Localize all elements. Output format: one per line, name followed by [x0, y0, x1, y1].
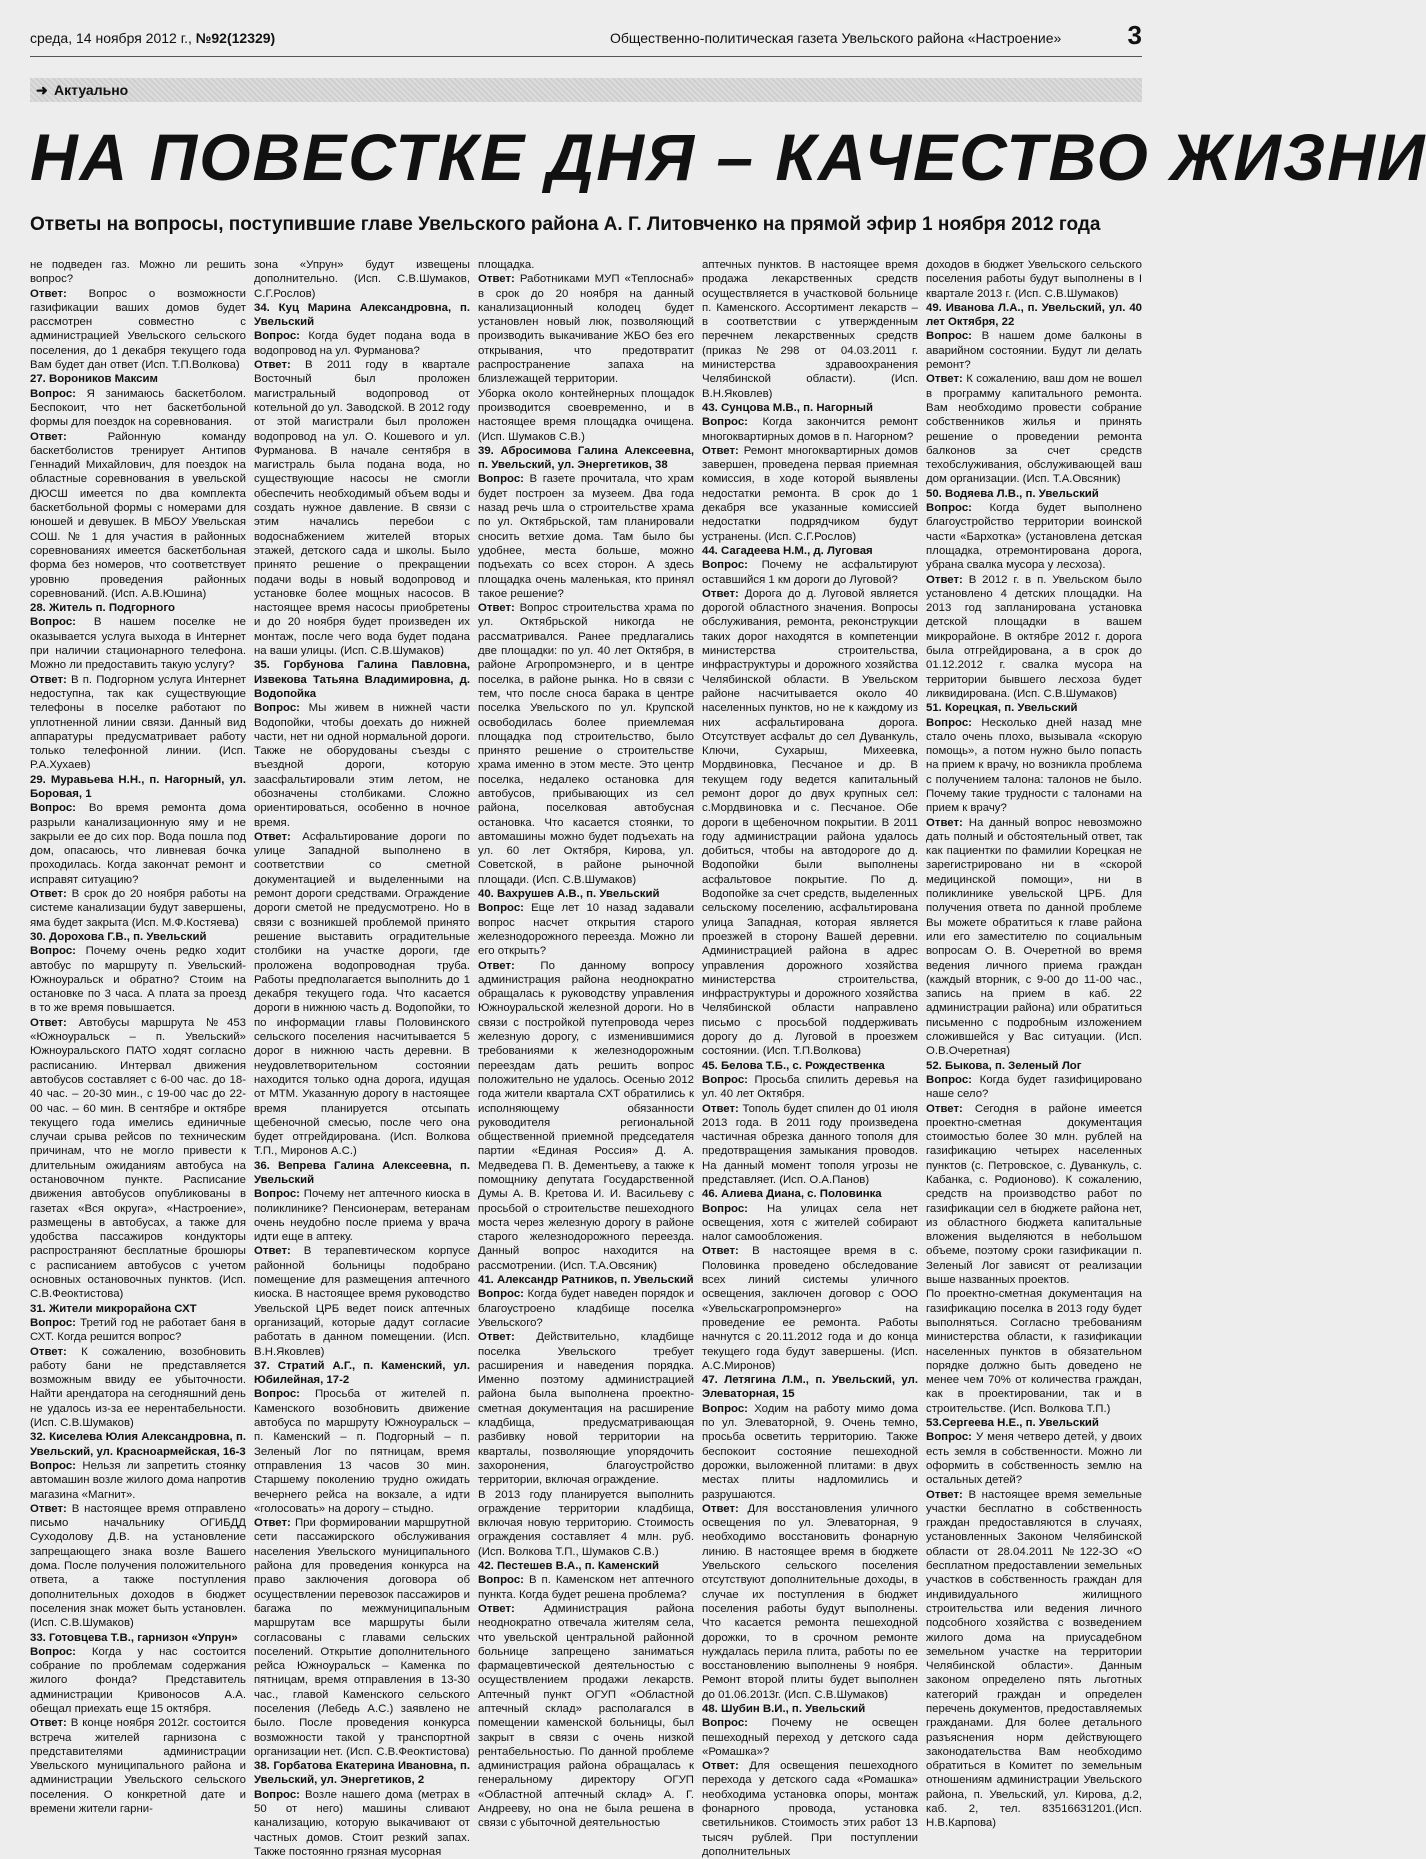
article-column — [478, 258, 694, 1830]
question-author-heading: 36. Вепрева Галина Алексеевна, п. Увельский — [254, 1159, 470, 1186]
rubric-label: Актуально — [54, 82, 129, 98]
answer-paragraph — [478, 1330, 694, 1487]
paragraph-text: Когда будет подана вода в водопровод на ул. Фурманова? — [254, 330, 470, 357]
answer-paragraph — [30, 887, 246, 930]
answer-paragraph — [702, 1502, 918, 1702]
paragraph-label: Ответ: — [254, 1517, 291, 1530]
question-paragraph — [254, 1187, 470, 1244]
paragraph-text: Я занимаюсь баскетболом. Беспокоит, что нет баскетбольной формы для поездок на соревнования. — [30, 387, 246, 429]
question-paragraph — [702, 1402, 918, 1502]
question-author-heading: 41. Александр Ратников, п. Увельский — [478, 1274, 694, 1287]
paragraph-label: Вопрос: — [926, 502, 972, 515]
question-paragraph — [254, 329, 470, 358]
paragraph-text: К сожалению, ваш дом не вошел в программу капитального ремонта. Вам необходимо провести собрание собственников жилья и принять решение о проведении ремонта балконов за счет средств техобслуживания, обслуживающей ваш дом организации. (Исп. Т.А.Овсяник) — [926, 373, 1142, 486]
paragraph-text: При формировании маршрутной сети пассажирского обслуживания населения Увельского муниципального района для проведения конкурса на право заключения договора об осуществлении перевозок пассажиров и багажа по межмуниципальным маршрутам все маршруты были согласованы с главами сельских поселений. Открытие дополнительного рейса Южноуральск – Каменка по пятницам, время отправления в 13-30 час., главой Каменского сельского поселения (Лебедь А.С.) заявлено не было. После проведения конкурса возможности такой у транспортной организации нет. (Исп. С.В.Феоктистова) — [254, 1517, 470, 1758]
paragraph-text: Для восстановления уличного освещения по ул. Элеваторная, 9 необходимо восстановить фонарную линию. В настоящее время в бюджете Увельского сельского поселения отсутствуют дополнительные доходы, в случае их поступления в бюджет поселения работы будут выполнены. Что касается ремонта пешеходной дорожки, то в срочном ремонте нуждалась перила плита, работы по ее восстановлению выполнены 9 ноября. Ремонт второй плиты будет выполнен до 01.06.2013г. (Исп. С.В.Шумаков) — [702, 1502, 918, 1701]
paragraph-label: Ответ: — [702, 444, 739, 457]
question-paragraph — [478, 1573, 694, 1602]
paragraph-text: Тополь будет спилен до 01 июля 2013 года. В 2011 году произведена частичная обрезка данного тополя для предотвращения замыкания проводов. На данный момент тополя угрозы не представляет. (Исп. О.А.Панов) — [702, 1102, 918, 1186]
paragraph-label: Вопрос: — [702, 1402, 748, 1415]
answer-paragraph — [478, 1602, 694, 1831]
answer-paragraph — [702, 1759, 918, 1859]
paragraph-text: Еще лет 10 назад задавали вопрос насчет открытия старого железнодорожного переезда. Можно ли его открыть? — [478, 902, 694, 958]
paragraph-text: Вопрос строительства храма по ул. Октябрьской никогда не рассматривался. Ранее предлагались две площадки: по ул. 40 лет Октября, в районе Агропромэнерго, и в центре поселка, в районе рынка. Но в связи с тем, что после сноса барака в центре поселка Увельского по ул. Крупской освободилась более приемлемая площадка под строительство, было принято решение о строительстве храма именно в этом месте. Это центр поселка, недалеко остановка для автобусов, прибывающих из сел района, поселковая автобусная остановка. Что касается стоянки, то автомашины можно будет подъехать на ул. 60 лет Октября, Кирова, ул. Советской, в районе рыночной площади. (Исп. С.В.Шумаков) — [478, 602, 694, 886]
paragraph-label: Вопрос: — [478, 1288, 524, 1301]
question-paragraph — [30, 944, 246, 1015]
paragraph-text: Почему нет аптечного киоска в поликлинике? Пенсионерам, ветеранам очень неудобно после приема у врача идти еще в аптеку. — [254, 1188, 470, 1244]
paragraph-text: Районную команду баскетболистов тренирует Антипов Геннадий Михайлович, для поездок на областные соревнования в увельской ДЮСШ имеется по два комплекта баскетбольной формы с номерами для юношей и девушек. В МБОУ Увельская СОШ. № 1 для участия в районных соревнованиях имеется баскетбольная форма без номеров, что соответствует уровню проведения районных соревнований. (Исп. А.В.Юшина) — [30, 430, 246, 600]
question-author-heading: 53.Сергеева Н.Е., п. Увельский — [926, 1417, 1099, 1430]
paragraph-text: В п. Каменском нет аптечного пункта. Когда будет решена проблема? — [478, 1574, 694, 1601]
paragraph-text: Автобусы маршрута №453 «Южноуральск – п. Увельский» Южноуральского ПАТО ходят согласно расписанию. Интервал движения автобусов составляет с 6-00 час. до 18-40 час. – 20-30 мин., с 19-00 час до 22-00 час. – 60 мин. В сентябре и октябре текущего года имелись единичные случаи срыва рейсов по техническим причинам, что не могло привести к длительным ожиданиям автобуса на остановочном пункте. Расписание движения автобусов опубликованы в газетах «Вся округа», «Настроение», размещены в автобусах, а также для удобства пассажиров кондукторы распространяют бесплатные брошюры с расписанием автобусов с учетом основных остановочных пунктов. (Исп. С.В.Феоктистова) — [30, 1016, 246, 1301]
paragraph-label: Ответ: — [30, 1717, 67, 1730]
question-paragraph — [702, 1073, 918, 1102]
paragraph-label: Ответ: — [702, 1102, 739, 1115]
paragraph-text: Когда будет газифицировано наше село? — [926, 1073, 1142, 1101]
paragraph-label: Ответ: — [478, 602, 515, 615]
text-paragraph: площадка. — [478, 259, 535, 271]
question-paragraph — [30, 801, 246, 887]
issue-date-line — [30, 30, 275, 46]
answer-paragraph — [702, 587, 918, 1059]
issue-date: среда, 14 ноября 2012 г., — [30, 30, 196, 46]
paragraph-text: В конце ноября 2012г. состоится встреча жителей гарнизона с представителями администрации Увельского муниципального района и администрации Увельского сельского поселения. О конкретной дате и времени жители гарни- — [30, 1717, 246, 1816]
question-paragraph — [926, 1430, 1142, 1487]
paragraph-text: В нашем доме балконы в аварийном состоянии. Будут ли делать ремонт? — [926, 330, 1142, 372]
answer-paragraph — [478, 959, 694, 1274]
paragraph-label: Ответ: — [478, 959, 515, 972]
paragraph-label: Ответ: — [926, 573, 963, 586]
paragraph-label: Вопрос: — [478, 902, 524, 915]
question-paragraph — [30, 387, 246, 430]
question-paragraph — [30, 1459, 246, 1502]
question-paragraph — [30, 615, 246, 672]
answer-paragraph — [702, 1102, 918, 1188]
paragraph-text: Просьба от жителей п. Каменского возобновить движение автобуса по маршруту Южноуральск – п. Каменский – п. Подгорный – п. Зеленый Лог по пятницам, время отправления 13 часов 30 мин. Старшему поколению трудно ожидать вечернего рейса на вокзале, а идти «голосовать» на дорогу – стыдно. — [254, 1388, 470, 1515]
answer-paragraph — [254, 830, 470, 1159]
paragraph-text: Работниками МУП «Теплоснаб» в срок до 20 ноября на данный канализационный колодец будет установлен новый люк, позволяющий производить выкачивание ЖБО без его открывания, что предотвратит распространение запаха на близлежащей территории. — [478, 273, 694, 386]
paragraph-text: В нашем поселке не оказывается услуга выхода в Интернет при наличии стационарного телефона. Можно ли предоставить такую услугу? — [30, 616, 246, 672]
text-paragraph: не подведен газ. Можно ли решить вопрос? — [30, 259, 246, 286]
paragraph-text: Вопрос о возможности газификации ваших домов будет рассмотрен совместно с администрацией Увельского сельского поселения, до 1 декабря текущего года Вам будет дан ответ (Исп. Т.П.Волкова) — [30, 287, 246, 372]
paragraph-text: В настоящее время земельные участки бесплатно в собственность граждан предоставляются в случаях, установленных Законом Челябинской области от 28.04.2011 №122-ЗО «О бесплатном предоставлении земельных участков в собственность граждан для индивидуального жилищного строительства или ведения личного подсобного хозяйства с возведением жилого дома на приусадебном земельном участке на территории Челябинской области». Данным законом определено пять льготных категорий граждан и определен перечень документов, предоставляемых гражданами. Для более детального разъяснения норм действующего законодательства Вам необходимо обратиться в Комитет по земельным отношениям администрации Увельского района, п. Увельский, ул. Кирова, д.2, каб. 2, тел. 83516631201.(Исп. Н.В.Карпова) — [926, 1488, 1142, 1830]
paragraph-text: Когда будет наведен порядок и благоустроено кладбище поселка Увельского? — [478, 1288, 694, 1329]
paragraph-text: Когда у нас состоится собрание по проблемам содержания жилого фонда? Представитель администрации Кривоносов А.А. обещал приехать еще 15 октября. — [30, 1645, 246, 1715]
headline: НА ПОВЕСТКЕ ДНЯ – КАЧЕСТВО ЖИЗНИ — [30, 120, 1426, 194]
paragraph-label: Ответ: — [254, 359, 291, 372]
paragraph-label: Вопрос: — [926, 330, 972, 343]
paragraph-label: Ответ: — [30, 1502, 67, 1515]
question-paragraph — [702, 1202, 918, 1245]
paragraph-label: Вопрос: — [702, 559, 748, 572]
paragraph-label: Ответ: — [926, 816, 963, 829]
paragraph-text: К сожалению, возобновить работу бани не представляется возможным ввиду ее убыточности. Найти арендатора на сегодняшний день не удалось из-за ее нерентабельности. (Исп. С.В.Шумаков) — [30, 1345, 246, 1430]
answer-paragraph — [30, 430, 246, 602]
question-author-heading: 49. Иванова Л.А., п. Увельский, ул. 40 лет Октября, 22 — [926, 301, 1142, 329]
question-paragraph — [926, 1073, 1142, 1102]
paragraph-text: В 2012 г. в п. Увельском было установлено 4 детских площадки. На 2013 год запланирована установка детской площадки в вашем микрорайоне. В октябре 2012 г. дорога была отгрейдирована, а в срок до 01.12.2012 г. свалка мусора на территории бывшего лесхоза будет ликвидирована. (Исп. С.В.Шумаков) — [926, 573, 1142, 700]
text-paragraph: зона «Упрун» будут извещены дополнительно. (Исп. С.В.Шумаков, С.Г.Рослов) — [254, 259, 470, 300]
answer-paragraph — [478, 601, 694, 887]
paragraph-text: У меня четверо детей, у двоих есть земля в собственности. Можно ли оформить в собственность землю на остальных детей? — [926, 1431, 1142, 1487]
text-paragraph: Уборка около контейнерных площадок производится своевременно, и в настоящее время площадка очищена. (Исп. Шумаков С.В.) — [478, 387, 694, 443]
paragraph-label: Ответ: — [926, 373, 963, 386]
paragraph-text: Третий год не работает баня в СХТ. Когда решится вопрос? — [30, 1316, 246, 1344]
paragraph-label: Вопрос: — [30, 1645, 76, 1658]
paragraph-label: Вопрос: — [30, 945, 76, 958]
question-author-heading: 31. Жители микрорайона СХТ — [30, 1302, 197, 1315]
question-author-heading: 48. Шубин В.И., п. Увельский — [702, 1702, 866, 1715]
text-paragraph: В 2013 году планируется выполнить ограждение территории кладбища, включая новую территорию. Стоимость ограждения составляет 4 млн. руб. (Исп. Волкова Т.П., Шумаков С.В.) — [478, 1488, 694, 1558]
question-paragraph — [702, 1716, 918, 1759]
paragraph-label: Вопрос: — [254, 330, 300, 343]
header-divider — [30, 56, 1142, 57]
answer-paragraph — [702, 1244, 918, 1373]
question-author-heading: 32. Киселева Юлия Александровна, п. Увельский, ул. Красноармейская, 16-3 — [30, 1431, 246, 1458]
answer-paragraph — [30, 673, 246, 773]
question-author-heading: 30. Дорохова Г.В., п. Увельский — [30, 930, 207, 943]
paragraph-label: Вопрос: — [30, 1316, 76, 1329]
question-paragraph — [478, 472, 694, 601]
question-paragraph — [702, 558, 918, 587]
answer-paragraph — [926, 372, 1142, 486]
answer-paragraph — [30, 1716, 246, 1816]
paragraph-label: Вопрос: — [30, 616, 76, 629]
paragraph-label: Ответ: — [478, 1331, 515, 1344]
paragraph-text: Для освещения пешеходного перехода у детского сада «Ромашка» необходима установка опоры, монтаж фонарного провода, установка светильников. Стоимость этих работ 13 тысяч рублей. При поступлении дополнительных — [702, 1760, 918, 1858]
question-paragraph — [478, 901, 694, 958]
paragraph-label: Ответ: — [702, 1245, 739, 1258]
paragraph-label: Вопрос: — [254, 1388, 300, 1401]
paragraph-text: Почему очень редко ходит автобус по маршруту п. Увельский-Южноуральск и обратно? Стоим на остановке по 3 часа. А плата за проезд в то же время повышается. — [30, 945, 246, 1015]
paragraph-label: Ответ: — [30, 888, 67, 901]
text-paragraph: По проектно-сметная документация на газификацию поселка в 2013 году будет выполняться. Согласно требованиям министерства области, к газификации населенных пунктов в обязательном порядке должно быть доведено не менее чем 70% от количества граждан, как в проектировании, так и в строительстве. (Исп. Волкова Т.П.) — [926, 1288, 1142, 1415]
page-number: 3 — [1127, 20, 1142, 50]
paragraph-label: Вопрос: — [478, 1574, 524, 1587]
article-columns — [30, 258, 1142, 1858]
answer-paragraph — [926, 1488, 1142, 1831]
newspaper-title: Общественно-политическая газета Увельского района «Настроение» — [610, 30, 1062, 46]
paragraph-label: Вопрос: — [926, 1431, 972, 1444]
paragraph-text: Почему не освещен пешеходный переход у детского сада «Ромашка»? — [702, 1717, 918, 1758]
paragraph-text: Ходим на работу мимо дома по ул. Элеваторной, 9. Очень темно, просьба осветить территорию. Также беспокоит состояние пешеходной дорожки, выложенной плитами: в двух местах плиты надломились и разрушаются. — [702, 1402, 918, 1501]
paragraph-text: Дорога до д. Луговой является дорогой областного значения. Вопросы обслуживания, ремонта, реконструкции таких дорог находятся в компетенции министерства строительства, инфраструктуры и дорожного хозяйства Челябинской области. В Увельском районе насчитывается около 40 населенных пунктов, но не к каждому из них асфальтирована дорога. Отсутствует асфальт до сел Дуванкуль, Ключи, Сухарыш, Михеевка, Мордвиновка, Песчаное и др. В текущем году ведется капитальный ремонт дорог до двух крупных сел: с.Мордвиновка и с. Песчаное. Обе дороги в щебеночном покрытии. В 2011 году администрации района удалось добиться, чтобы на автодороге до д. Водопойки были выполнены асфальтовое покрытие. По д. Водопойке за счет средств, выделенных сельскому поселению, асфальтирована улица Западная, которая является проезжей в сторону Вашей деревни. Администрацией района в адрес управления дорожного хозяйства министерства строительства, инфраструктуры и дорожного хозяйства Челябинской области направлено письмо с просьбой поддерживать дорогу до д. Луговой в проезжем состоянии. (Исп. Т.П.Волкова) — [702, 587, 918, 1058]
question-author-heading: 42. Пестешев В.А., п. Каменский — [478, 1560, 660, 1573]
question-author-heading: 51. Корецкая, п. Увельский — [926, 702, 1078, 715]
paragraph-label: Вопрос: — [254, 702, 300, 715]
paragraph-label: Вопрос: — [702, 416, 748, 429]
text-paragraph: аптечных пунктов. В настоящее время продажа лекарственных средств осуществляется в участковой больнице п. Каменского. Ассортимент лекарств – в соответствии с утвержденным перечнем лекарственных средств (приказ №298 от 04.03.2011 г. министерства здравоохранения Челябинской области). (Исп. В.Н.Яковлев) — [702, 259, 918, 400]
paragraph-text: Несколько дней назад мне стало очень плохо, вызывала «скорую помощь», а потом нужно было попасть на прием к врачу, но возникла проблема с получением талона: талонов не было. Почему такие трудности с талонами на прием к врачу? — [926, 716, 1142, 815]
paragraph-text: В терапевтическом корпусе районной больницы подобрано помещение для размещения аптечного киоска. В настоящее время руководство Увельской ЦРБ ведет поиск аптечных организаций, которые дадут согласие работать в данном помещении. (Исп. В.Н.Яковлев) — [254, 1245, 470, 1358]
question-author-heading: 40. Вахрушев А.В., п. Увельский — [478, 888, 660, 901]
paragraph-text: Администрация района неоднократно отвечала жителям села, что увельской центральной районной больнице запрещено заниматься фармацевтической деятельностью с осуществлением продажи лекарств. Аптечный пункт ОГУП «Областной аптечный склад» располагался в помещении каменской больницы, был закрыт в связи с очень низкой рентабельностью. По данной проблеме администрация района обращалась к генеральному директору ОГУП «Областной аптечный склад» А. Г. Андрееву, но она не была решена в связи с убыточной деятельностью — [478, 1602, 694, 1830]
paragraph-label: Ответ: — [926, 1102, 963, 1115]
question-author-heading: 39. Абросимова Галина Алексеевна, п. Увельский, ул. Энергетиков, 38 — [478, 444, 694, 472]
question-author-heading: 34. Куц Марина Александровна, п. Увельский — [254, 301, 470, 329]
answer-paragraph — [30, 1502, 246, 1631]
answer-paragraph — [926, 816, 1142, 1059]
article-column — [702, 258, 918, 1858]
paragraph-label: Ответ: — [254, 1245, 291, 1258]
question-author-heading: 29. Муравьева Н.Н., п. Нагорный, ул. Боровая, 1 — [30, 773, 246, 800]
question-paragraph — [926, 716, 1142, 816]
question-author-heading: 44. Сагадеева Н.М., д. Луговая — [702, 544, 873, 557]
paragraph-text: В газете прочитала, что храм будет построен за музеем. Два года назад речь шла о строительстве храма по ул. Октябрьской, там планировали сносить ветхие дома. Там было бы удобнее, места больше, можно подъехать со всех сторон. А здесь площадка очень маленькая, кто принял такое решение? — [478, 473, 694, 600]
paragraph-label: Ответ: — [702, 1502, 739, 1515]
question-paragraph — [30, 1316, 246, 1345]
paragraph-label: Ответ: — [478, 1602, 515, 1615]
paragraph-text: Возле нашего дома (метрах в 50 от него) машины сливают канализацию, которую выкачивают от частных домов. Стоит резкий запах. Также постоянно грязная мусорная — [254, 1788, 470, 1858]
paragraph-text: В п. Подгорном услуга Интернет недоступна, так как существующие телефоны в поселке работают по уплотненной линии связи. Данный вид аппаратуры предусматривает работу только телефонной линии. (Исп. Р.А.Хухаев) — [30, 673, 246, 772]
question-author-heading: 47. Летягина Л.М., п. Увельский, ул. Элеваторная, 15 — [702, 1374, 918, 1401]
paragraph-text: Асфальтирование дороги по улице Западной выполнено в соответствии со сметной документацией и выделенными на ремонт дороги средствами. Ограждение дороги сметой не предусмотрено. Но в связи с возникшей проблемой принято решение выставить оградительные столбики на участке дороги, где проложена водопроводная труба. Работы предполагается выполнить до 1 декабря текущего года. Что касается дороги в нижнюю часть д. Водопойки, то по информации главы Половинского сельского поселения насчитывается 5 дорог в нижнюю часть деревни. В неудовлетворительном состоянии находится только одна дорога, идущая от МТМ. Указанную дорогу в настоящее время планируется отсыпать щебеночной смесью, после чего она будет отгрейдирована. (Исп. Волкова Т.П., Миронов А.С.) — [254, 830, 470, 1158]
question-paragraph — [254, 1387, 470, 1516]
rubric-arrow-icon: ➜ — [36, 82, 48, 98]
question-author-heading: 50. Водяева Л.В., п. Увельский — [926, 487, 1099, 500]
paragraph-label: Вопрос: — [926, 1073, 972, 1086]
paragraph-label: Ответ: — [30, 1016, 67, 1029]
article-column — [30, 258, 246, 1816]
paragraph-label: Вопрос: — [702, 1717, 748, 1730]
paragraph-label: Ответ: — [478, 273, 515, 286]
paragraph-text: Почему не асфальтируют оставшийся 1 км дороги до Луговой? — [702, 559, 918, 586]
paragraph-text: На улицах села нет освещения, хотя с жителей собирают налог самообложения. — [702, 1202, 918, 1244]
paragraph-label: Вопрос: — [254, 1188, 300, 1201]
answer-paragraph — [30, 1016, 246, 1302]
question-paragraph — [926, 329, 1142, 372]
paragraph-text: Просьба спилить деревья на ул. 40 лет Октября. — [702, 1073, 918, 1101]
paragraph-text: Когда будет выполнено благоустройство территории воинской части «Бархотка» (установлена детская площадка, отремонтирована дорога, убрана свалка мусора у лесхоза). — [926, 502, 1142, 572]
answer-paragraph — [30, 1345, 246, 1431]
paragraph-text: В 2011 году в квартале Восточный был проложен магистральный водопровод от котельной до ул. Заводской. В 2012 году от этой магистрали был проложен водопровод на ул. О. Кошевого и ул. Фурманова. В начале сентября в магистраль была подана вода, но существующие насосы не смогли обеспечить необходимый объем воды и создать нужное давление. В связи с этим начались перебои с водоснабжением жителей вторых этажей, детского сада и школы. Было принято решение о прекращении подачи воды в новый водопровод и установке более мощных насосов. В настоящее время насосы приобретены и до 20 ноября будет произведен их монтаж, после чего вода будет подана на ваши улицы. (Исп. С.В.Шумаков) — [254, 359, 470, 658]
answer-paragraph — [254, 1516, 470, 1759]
paragraph-label: Ответ: — [254, 830, 291, 843]
question-paragraph — [478, 1287, 694, 1330]
paragraph-label: Вопрос: — [30, 1459, 76, 1472]
paragraph-text: Сегодня в районе имеется проектно-сметная документация стоимостью более 30 млн. рублей на газификацию четырех населенных пунктов (с. Петровское, с. Дуванкуль, с. Кабанка, с. Родионово). К сожалению, средств на производство работ по газификации сел в бюджете района нет, из областного бюджета капитальные вложения выделяются в небольшом объеме, поэтому сроки газификации п. Зеленый Лог зависят от реализации выше названных проектов. — [926, 1102, 1142, 1287]
article-column — [254, 258, 470, 1858]
paragraph-text: В настоящее время в с. Половинка проведено обследование всех линий системы уличного освещения, заключен договор с ООО «Увельскагропромэнерго» на проведение ее ремонта. Работы начнутся с 20.11.2012 года и до конца текущего года будут завершены. (Исп. А.С.Миронов) — [702, 1245, 918, 1372]
question-author-heading: 35. Горбунова Галина Павловна, Извекова Татьяна Владимировна, д. Водопойка — [254, 659, 470, 700]
question-author-heading: 28. Житель п. Подгорного — [30, 602, 175, 615]
paragraph-label: Вопрос: — [254, 1788, 300, 1801]
paragraph-text: Во время ремонта дома разрыли канализационную яму и не закрыли ее до сих пор. Вода пошла под дом, опасаюсь, что ливневая бочка проходилась. Когда закончат ремонт и исправят ситуацию? — [30, 802, 246, 886]
answer-paragraph — [926, 573, 1142, 702]
answer-paragraph — [254, 1244, 470, 1358]
paragraph-label: Вопрос: — [702, 1202, 748, 1215]
paragraph-label: Ответ: — [30, 1345, 67, 1358]
paragraph-text: В срок до 20 ноября работы на системе канализации будут завершены, яма будет закрыта (Исп. М.Ф.Костяева) — [30, 888, 246, 929]
paragraph-text: Нельзя ли запретить стоянку автомашин возле жилого дома напротив магазина «Магнит». — [30, 1459, 246, 1501]
paragraph-label: Вопрос: — [478, 473, 524, 486]
paragraph-text: В настоящее время отправлено письмо начальнику ОГИБДД Суходолову Д.В. на установление запрещающего знака возле Вашего дома. После получения положительного ответа, а также поступления дополнительных доходов в бюджет поселения знак может быть установлен. (Исп. С.В.Шумаков) — [30, 1502, 246, 1630]
paragraph-label: Ответ: — [702, 1760, 739, 1773]
question-paragraph — [254, 1788, 470, 1859]
paragraph-text: Мы живем в нижней части Водопойки, чтобы доехать до нижней части, нет ни одной нормальной дороги. Также не оборудованы съезды с въездной дороги, которую заасфальтировали этим летом, не обозначены столбиками. Сложно ориентироваться, особенно в ночное время. — [254, 702, 470, 829]
question-author-heading: 46. Алиева Диана, с. Половинка — [702, 1188, 882, 1201]
paragraph-label: Вопрос: — [30, 802, 76, 815]
answer-paragraph — [30, 287, 246, 373]
question-paragraph — [702, 415, 918, 444]
paragraph-label: Ответ: — [702, 587, 739, 600]
answer-paragraph — [254, 358, 470, 658]
question-author-heading: 45. Белова Т.Б., с. Рождественка — [702, 1059, 885, 1072]
issue-number: №92(12329) — [195, 30, 276, 46]
question-author-heading: 38. Горбатова Екатерина Ивановна, п. Увельский, ул. Энергетиков, 2 — [254, 1760, 470, 1787]
paragraph-text: Когда закончится ремонт многоквартирных домов в п. Нагорном? — [702, 416, 918, 443]
question-author-heading: 27. Вороников Максим — [30, 373, 158, 386]
paragraph-label: Ответ: — [926, 1488, 963, 1501]
text-paragraph: доходов в бюджет Увельского сельского поселения работы будут выполнены в I квартале 2013 г. (Исп. С.В.Шумаков) — [926, 259, 1142, 300]
paragraph-text: Действительно, кладбище поселка Увельского требует расширения и наведения порядка. Именно поэтому администрацией района была выполнена проектно-сметная документация на расширение кладбища, предусматривающая разбивку новой территории на кварталы, позволяющие упорядочить захоронения, благоустройство территории, включая ограждение. — [478, 1331, 694, 1487]
question-author-heading: 52. Быкова, п. Зеленый Лог — [926, 1059, 1082, 1072]
paragraph-text: На данный вопрос невозможно дать полный и обстоятельный ответ, так как пациентки по фамилии Корецкая не зарегистрировано ни в «скорой медицинской помощи», ни в поликлинике увельской ЦРБ. Для получения ответа по данной проблеме Вы можете обратиться к главе района или его заместителю по социальным вопросам О. В. Очеретной во время ведения личного приема граждан (каждый вторник, с 9-00 до 11-00 час., запись на прием в каб. 22 администрации района) или обратиться письменно с подробным изложением сложившейся у Вас ситуации. (Исп. О.В.Очеретная) — [926, 816, 1142, 1058]
article-column — [926, 258, 1142, 1830]
paragraph-text: По данному вопросу администрация района неоднократно обращалась к руководству управления Южноуральской железной дороги. Но в связи с постройкой путепровода через железную дорогу, с изменившимися требованиями к железнодорожным переездам дать решить вопрос положительно не удалось. Осенью 2012 года жители квартала СХТ обратились к исполняющему обязанности руководителя региональной общественной приемной председателя партии «Единая Россия» Д. А. Медведева П. В. Дементьеву, а также к помощнику депутата Государственной Думы А. В. Кретова И. И. Васильеву с просьбой о строительстве пешеходного моста через железную дорогу в районе старого железнодорожного переезда. Данный вопрос находится на рассмотрении. (Исп. Т.А.Овсяник) — [478, 959, 694, 1272]
subheadline: Ответы на вопросы, поступившие главе Увельского района А. Г. Литовченко на прямой эфир 1 ноября 2012 года — [30, 214, 1101, 235]
page-header — [30, 20, 1142, 52]
answer-paragraph — [926, 1102, 1142, 1288]
question-author-heading: 33. Готовцева Т.В., гарнизон «Упрун» — [30, 1631, 238, 1644]
question-paragraph — [926, 501, 1142, 572]
paragraph-label: Ответ: — [30, 287, 67, 300]
paragraph-label: Вопрос: — [702, 1073, 748, 1086]
answer-paragraph — [702, 444, 918, 544]
question-paragraph — [30, 1645, 246, 1716]
paragraph-label: Ответ: — [30, 673, 67, 686]
question-author-heading: 43. Сунцова М.В., п. Нагорный — [702, 401, 874, 414]
question-paragraph — [254, 701, 470, 830]
section-rubric — [30, 78, 1142, 102]
paragraph-label: Ответ: — [30, 430, 67, 443]
answer-paragraph — [478, 272, 694, 386]
paragraph-label: Вопрос: — [30, 387, 76, 400]
paragraph-text: Ремонт многоквартирных домов завершен, проведена первая приемная комиссия, в ходе которой выявлены недостатки ремонта. В срок до 1 декабря все указанные комиссией недостатки подрядчиком будут устранены. (Исп. С.Г.Рослов) — [702, 444, 918, 543]
question-author-heading: 37. Стратий А.Г., п. Каменский, ул. Юбилейная, 17-2 — [254, 1359, 470, 1387]
paragraph-label: Вопрос: — [926, 716, 972, 729]
